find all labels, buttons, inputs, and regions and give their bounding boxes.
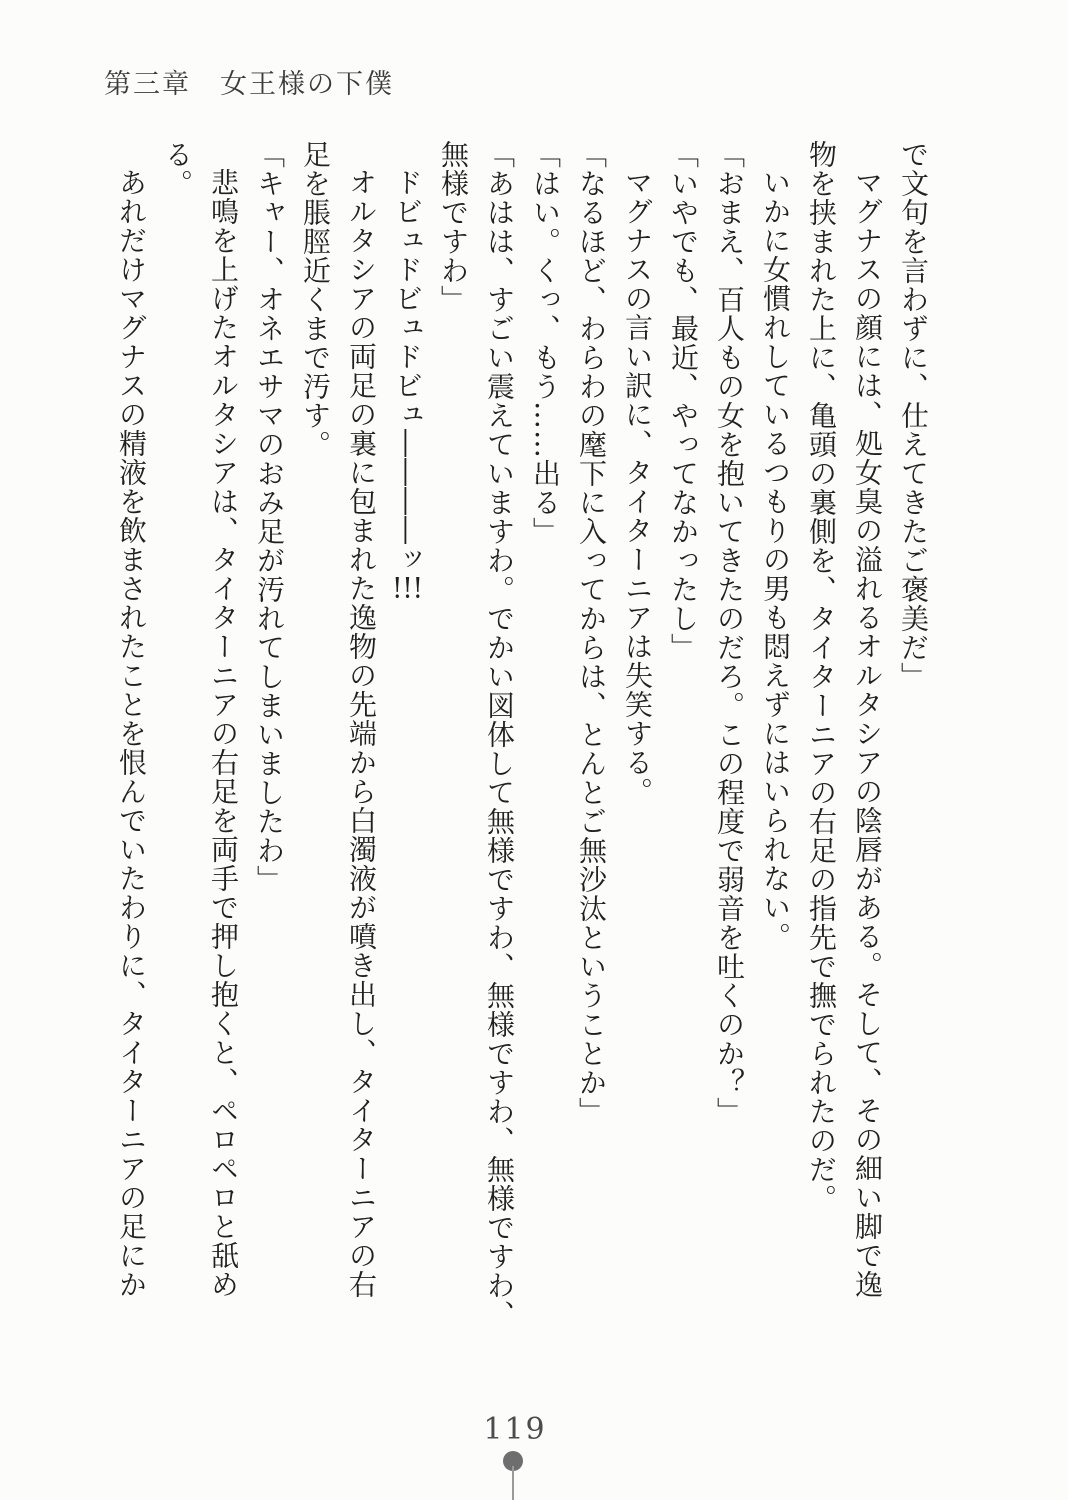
paragraph: 「キャー、オネエサマのおみ足が汚れてしまいましたわ」 bbox=[253, 140, 286, 894]
paragraph: 「なるほど、わらわの麾下に入ってからは、とんとご無沙汰ということか」 bbox=[575, 140, 608, 1126]
paragraph: 「いやでも、最近、やってなかったし」 bbox=[667, 140, 700, 662]
page-number: 119 bbox=[483, 1412, 547, 1447]
paragraph: マグナスの言い訳に、タイターニアは失笑する。 bbox=[621, 168, 654, 806]
chapter-header: 第三章 女王様の下僕 bbox=[104, 69, 394, 100]
paragraph: いかに女慣れしているつもりの男も悶えずにはいられない。 bbox=[759, 168, 792, 951]
paragraph: で文句を言わずに、仕えてきたご褒美だ」 bbox=[897, 140, 930, 691]
paragraph: 「はい。くっ、もう……出る」 bbox=[529, 140, 562, 546]
paragraph: 「あはは、すごい震えていますわ。でかい図体して無様ですわ、無様ですわ、無様ですわ、 無様ですわ」 bbox=[437, 140, 516, 1329]
paragraph: マグナスの顔には、処女臭の溢れるオルタシアの陰唇がある。そして、その細い脚で逸 物を挟まれた上に、亀頭の裏側を、タイターニアの右足の指先で撫でられたのだ。 bbox=[805, 140, 884, 1299]
body-text bbox=[108, 140, 936, 1340]
paragraph: ドビュドビュドビュ――――ッ!!! bbox=[391, 168, 424, 602]
paragraph: 「おまえ、百人もの女を抱いてきたのだろ。この程度で弱音を吐くのか？」 bbox=[713, 140, 746, 1126]
footer-ornament-line bbox=[512, 1466, 514, 1500]
paragraph: 悲鳴を上げたオルタシアは、タイターニアの右足を両手で押し抱くと、ペロペロと舐め る。 bbox=[161, 140, 240, 1299]
exclamation-run: !!! bbox=[392, 574, 423, 602]
paragraph: あれだけマグナスの精液を飲まされたことを恨んでいたわりに、タイターニアの足にか bbox=[115, 168, 148, 1299]
paragraph: オルタシアの両足の裏に包まれた逸物の先端から白濁液が噴き出し、タイターニアの右 足を脹脛近くまで汚す。 bbox=[299, 140, 378, 1299]
